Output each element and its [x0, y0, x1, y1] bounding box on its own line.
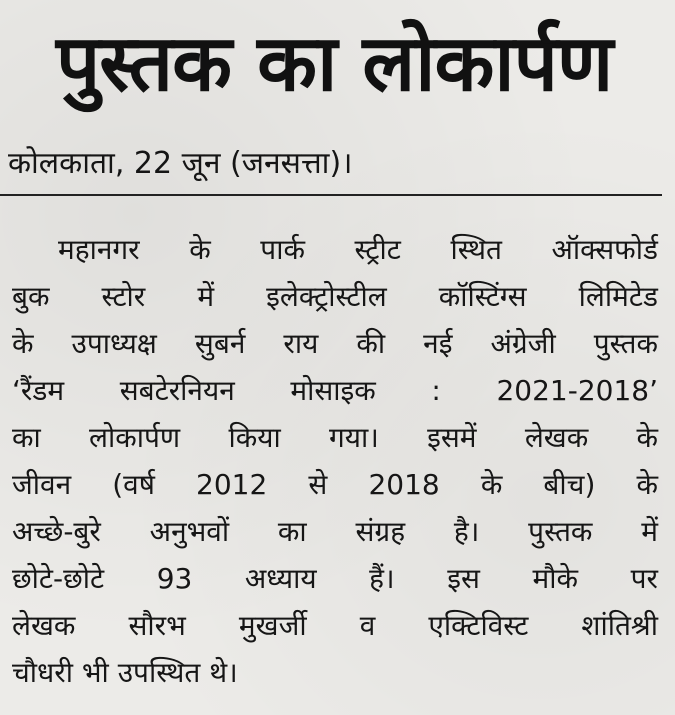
body-line: ‘रैंडम सबटेरनियन मोसाइक : 2021-2018’: [12, 374, 658, 407]
dateline: कोलकाता, 22 जून (जनसत्ता)।: [8, 146, 353, 181]
body-line: लेखक सौरभ मुखर्जी व एक्टिविस्ट शांतिश्री: [12, 609, 658, 642]
body-line: का लोकार्पण किया गया। इसमें लेखक के: [12, 421, 658, 454]
headline: पुस्तक का लोकार्पण: [56, 19, 613, 109]
divider-rule: [0, 194, 662, 196]
body-line: बुक स्टोर में इलेक्ट्रोस्टील कॉस्टिंग्स लिमिटेड: [12, 280, 658, 313]
body-line: महानगर के पार्क स्ट्रीट स्थित ऑक्सफोर्ड: [58, 233, 658, 266]
body-line: चौधरी भी उपस्थित थे।: [12, 656, 238, 689]
body-line: के उपाध्यक्ष सुबर्न राय की नई अंग्रेजी पुस्तक: [12, 327, 658, 360]
body-line: जीवन (वर्ष 2012 से 2018 के बीच) के: [12, 468, 658, 501]
body-line: अच्छे-बुरे अनुभवों का संग्रह है। पुस्तक में: [12, 515, 658, 548]
body-line: छोटे-छोटे 93 अध्याय हैं। इस मौके पर: [12, 562, 658, 595]
article-body: [12, 226, 658, 696]
